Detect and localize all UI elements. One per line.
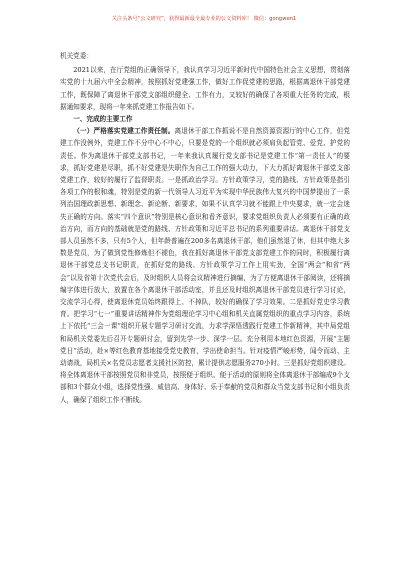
section-heading: 一、完成的主要工作	[73, 115, 133, 124]
intro-paragraph: 2021以来，在厅党组的正确领导下，我认真学习习近平新时代中国特色社会主义思想，贯彻落实党的十九届六中全会精神，按照抓好党建强工作，做好工作促党建的思路，根据离退休干部党建工作，既保障了离退休干部党支部组织健全、工作有力，又较好的确保了各项重大任务的完成，根据通知要求，现将一年来抓党建工作报告如下。	[60, 66, 350, 111]
subsection-paragraph	[60, 125, 350, 406]
salutation: 机关党委：	[60, 52, 93, 60]
document-body	[60, 50, 350, 406]
header-banner: 关注头条号“公文研究”，获得最新最全最专业的公文资料库！ 微信：gongwen1	[111, 16, 297, 22]
subsection-body: 离退休干部工作抓说不是自然资源资源厅的中心工作，但党建工作没例外，党建工作不分中心不中心，只要是党的一个组织就必须肩负起管党、爱党、护党的责任。作为离退休干部党支部书记，一年来我认真履行党支部书记是党建工作“第一责任人”的要求，抓好党建是尽职，抓不好党建是失职作为自己工作的强大动力，下大力抓好离退休干部党支部党建工作，较好的履行了监督职责。一是抓政治学习。方针政策学习，党的路线、方针政策是指引各项工作的根和魂，特别是党的新一代领导人习近平为实现中华民族伟大复兴的中国梦提出了一系列治国理政新思想、新理念、新论断、新要求，如果不认真学习就不能跟上中央要求，就一定会迷失正确的方向。落实“四个意识”特别是核心意识和看齐意识，要求党组织负责人必须要有正确的政治方向，而方向的基础就是党的路线、方针政策和习近平总书记的系列重要讲话。离退休干部党支部人员虽然不多，只有5个人，但年龄普遍在200多名离退休干部，他们虽然退了休，但其中绝大多数是党员，为了做到党性修炼但不褪色，我在抓好离退休干部党支部党建工作的同时，积极履行离退休干部党总支书记职责，在抓好党的路线、方针政策学习工作上用实劲，全国“两会”和省“两会”以及省第十次党代会后，及时组织人员将会议精神进行摘编，为了方便离退休干部阅读，还将摘编字体进行放大，放置在各个离退休干部活动室，并且还及时组织离退休干部党员进行学习讨论，交流学习心得，使离退休党员始终跟得上、不掉队，较好的确保了学习效果。二是抓好党史学习教育。把学习“七一”重要讲话精神作为党组理论学习中心组和机关直属党组织的重点学习内容，系统上下依托“三会一课”组织开展专题学习研讨交流，力求学深悟透践行党建工作新精神，其中局党组和局机关党委先后召开专题研讨会，留到先学一步、深学一层。充分利用本地红色资源，开展“主题党日”活动，赴×等红色教育基地接受党史教育，学出使命担当。针对疫情严峻形势，闻令而动、主动请战，局机关×名党员志愿者支援社区防控，累计提供志愿服务270小时。三是抓好党组织建设。将全体离退休干部按照党员和非党员，按照便于组织、便于活动的原则将全体离退休干部编成9个支部和3个群众小组，选择党性强、威信高、身体好、乐于奉献的党员和群众当党支部书记和小组负责人，确保了组织工作不断线。	[60, 127, 351, 404]
subsection-heading: （一）严格落实党建工作责任制。	[73, 127, 175, 136]
